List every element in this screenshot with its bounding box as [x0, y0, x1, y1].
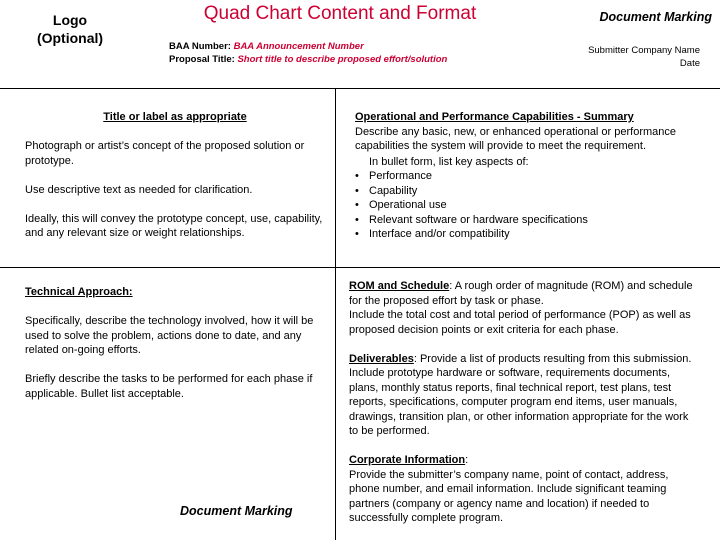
list-item: • Relevant software or hardware specifications — [355, 213, 588, 226]
q4-corporate-heading-row — [349, 453, 699, 468]
logo-placeholder — [16, 11, 124, 47]
q1-heading: Title or label as appropriate — [103, 111, 247, 123]
q4-rom-text: : A rough order of magnitude (ROM) and schedule for the proposed effort by task or phase. — [349, 280, 693, 307]
q2-bullet-list — [355, 169, 695, 242]
q4-rom-paragraph-2: Include the total cost and total period of performance (POP) as well as proposed decision points or exit criteria for each phase. — [349, 309, 691, 336]
list-item: • Operational use — [355, 199, 447, 211]
list-item: • Performance — [355, 170, 432, 182]
q4-deliverables-text: : Provide a list of products resulting from this submission. Include prototype hardware or software, requirements documents, plans, monthly status reports, final technical report, test plans, test reports, specifications, computer program end items, user manuals, drawings, transition plan, or other information appropriate for the work to be performed. — [349, 352, 692, 437]
q4-corporate-colon: : — [465, 454, 469, 466]
bullet-icon: • — [355, 184, 359, 197]
header-divider — [0, 88, 720, 89]
q3-paragraph-2: Briefly describe the tasks to be performed for each phase if applicable. Bullet list acceptable. — [25, 373, 313, 400]
q3-paragraph-1: Specifically, describe the technology involved, how it will be used to solve the problem, actions done to date, and any related on-going efforts. — [25, 315, 314, 356]
bullet-icon: • — [355, 213, 359, 226]
logo-line2: (Optional) — [36, 30, 104, 46]
quadrant-top-right — [355, 110, 695, 242]
q2-description: Describe any basic, new, or enhanced operational or performance capabilities the system will provide to meet the requirement. — [355, 125, 677, 152]
quadrant-top-left — [25, 110, 325, 241]
proposal-title-value: Short title to describe proposed effort/solution — [237, 54, 448, 65]
document-marking-top: Document Marking — [599, 10, 712, 24]
middle-divider — [0, 267, 720, 268]
quadrant-bottom-right — [349, 279, 699, 526]
center-divider — [335, 88, 336, 540]
page-title: Quad Chart Content and Format — [203, 3, 477, 24]
q1-paragraph-1: Photograph or artist’s concept of the proposed solution or prototype. — [25, 140, 305, 167]
proposal-title-row — [169, 53, 447, 66]
q2-heading: Operational and Performance Capabilities - Summary — [355, 111, 634, 123]
q4-rom-heading: ROM and Schedule — [349, 280, 450, 292]
logo-line1: Logo — [52, 12, 88, 28]
baa-block — [169, 40, 447, 66]
q1-paragraph-3: Ideally, this will convey the prototype concept, use, capability, and any relevant size or weight relationships. — [25, 212, 323, 239]
bullet-icon: • — [355, 199, 359, 211]
q4-deliverables-paragraph — [349, 352, 699, 439]
list-item: • Capability — [355, 184, 418, 197]
q2-bullet-intro: In bullet form, list key aspects of: — [369, 155, 529, 168]
q4-corporate-text: Provide the submitter’s company name, point of contact, address, phone number, and email information. Include significant teaming partners (company or agency name and location) if needed to successfully complete program. — [349, 468, 669, 524]
submitter-block — [560, 45, 700, 70]
q1-paragraph-2: Use descriptive text as needed for clarification. — [25, 183, 253, 196]
baa-number-value: BAA Announcement Number — [233, 41, 364, 52]
bullet-icon: • — [355, 228, 359, 240]
submitter-company-name: Submitter Company Name — [588, 45, 700, 56]
submitter-date: Date — [679, 57, 700, 69]
baa-number-label: BAA Number: — [169, 41, 231, 52]
quadrant-bottom-left — [25, 285, 325, 401]
q3-heading: Technical Approach: — [25, 286, 133, 298]
bullet-icon: • — [355, 170, 359, 182]
proposal-title-label: Proposal Title: — [169, 54, 235, 65]
document-marking-bottom: Document Marking — [180, 504, 293, 518]
q4-corporate-heading: Corporate Information — [349, 454, 466, 466]
list-item: • Interface and/or compatibility — [355, 228, 510, 240]
q4-deliverables-heading: Deliverables — [349, 352, 414, 365]
q4-rom-paragraph — [349, 279, 699, 308]
baa-number-row — [169, 40, 447, 53]
